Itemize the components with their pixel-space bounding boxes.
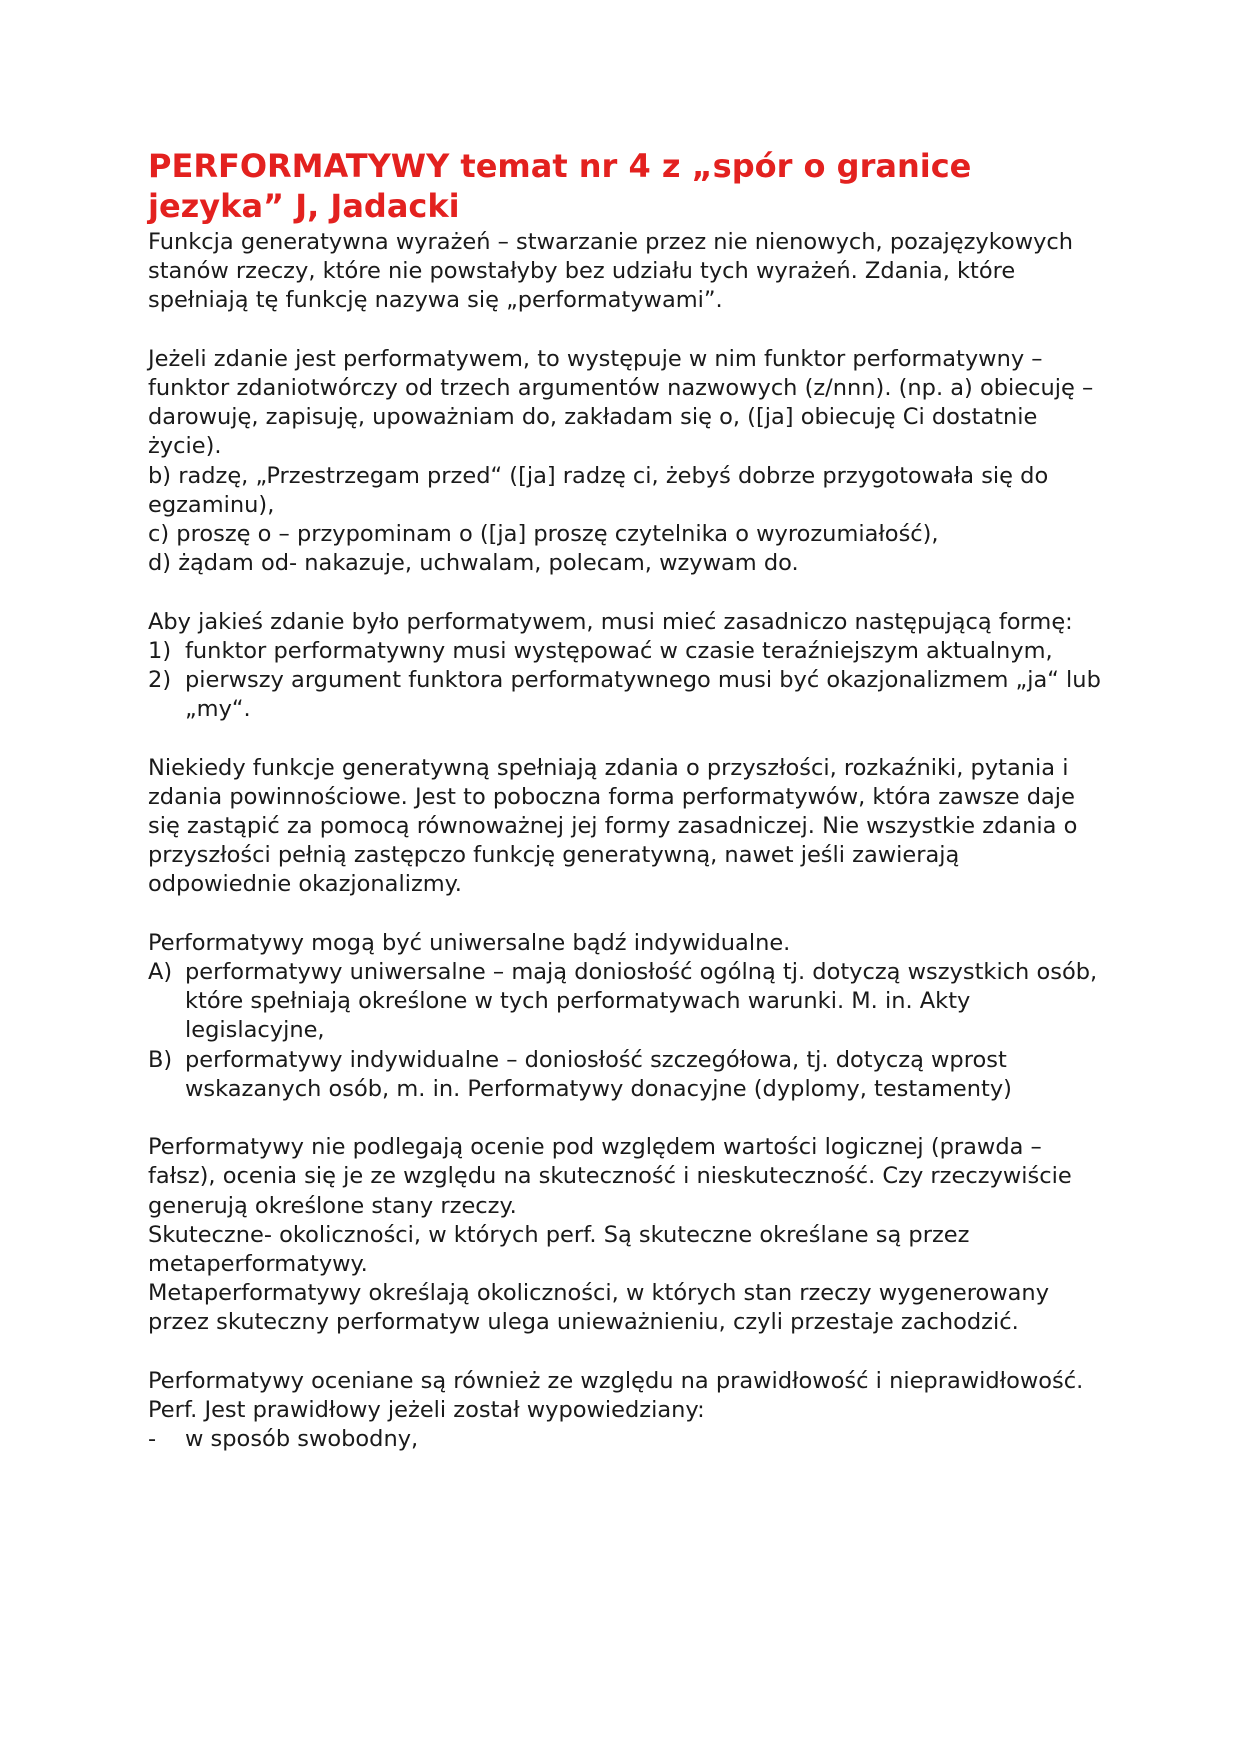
types-section	[148, 929, 1108, 1104]
list-item-text: performatywy uniwersalne – mają doniosłość ogólną tj. dotyczą wszystkich osób, które spełniają określone w tych performatywach warunki. M. in. Akty legislacyjne,	[185, 959, 1098, 1044]
list-marker: -	[148, 1426, 157, 1453]
evaluation-line: Skuteczne- okoliczności, w których perf. Są skuteczne określane są przez metaperformatywy.	[148, 1221, 970, 1278]
correctness-line: Performatywy oceniane są również ze względu na prawidłowość i nieprawidłowość.	[148, 1367, 1084, 1394]
list-item-text: funktor performatywny musi występować w czasie teraźniejszym aktualnym,	[185, 637, 1053, 664]
list-item	[148, 1046, 1108, 1104]
document-title: PERFORMATYWY temat nr 4 z „spór o granice jezyka” J, Jadacki	[148, 147, 972, 225]
list-item	[148, 958, 1108, 1046]
intro-paragraph: Funkcja generatywna wyrażeń – stwarzanie przez nie nienowych, pozajęzykowych stanów rzeczy, które nie powstałyby bez udziału tych wyrażeń. Zdania, które spełniają tę funkcję nazywa się „performatywami”.	[148, 229, 1074, 314]
list-marker: A)	[148, 959, 173, 986]
list-item	[148, 666, 1108, 724]
form-section	[148, 608, 1108, 725]
functor-line: b) radzę, „Przestrzegam przed“ ([ja] radzę ci, żebyś dobrze przygotowała się do egzaminu),	[148, 462, 1049, 518]
list-item-text: pierwszy argument funktora performatywnego musi być okazjonalizmem „ja“ lub „my“.	[185, 667, 1101, 723]
paragraph-gap	[148, 900, 1108, 929]
correctness-section	[148, 1367, 1108, 1455]
paragraph-gap	[148, 724, 1108, 753]
correctness-line: Perf. Jest prawidłowy jeżeli został wypowiedziany:	[148, 1397, 705, 1424]
functor-line: c) proszę o – przypominam o ([ja] proszę czytelnika o wyrozumiałość),	[148, 521, 939, 548]
paragraph-gap	[148, 578, 1108, 607]
form-lead: Aby jakieś zdanie było performatywem, musi mieć zasadniczo następującą formę:	[148, 608, 1073, 635]
list-item-text: performatywy indywidualne – doniosłość szczegółowa, tj. dotyczą wprost wskazanych osób, m. in. Performatywy donacyjne (dyplomy, testamenty)	[185, 1046, 1012, 1102]
paragraph-gap	[148, 1104, 1108, 1133]
list-marker: 2)	[148, 667, 172, 694]
list-marker: 1)	[148, 637, 172, 664]
document-page	[148, 146, 1108, 1454]
list-item	[148, 1425, 1108, 1454]
generative-paragraph: Niekiedy funkcje generatywną spełniają zdania o przyszłości, rozkaźniki, pytania i zdania powinnościowe. Jest to poboczna forma performatywów, która zawsze daje się zastąpić za pomocą równoważnej jej formy zasadniczej. Nie wszystkie zdania o przyszłości pełnią zastępczo funkcję generatywną, nawet jeśli zawierają odpowiednie okazjonalizmy.	[148, 754, 1078, 898]
types-lead: Performatywy mogą być uniwersalne bądź indywidualne.	[148, 929, 791, 956]
list-marker: B)	[148, 1046, 173, 1073]
paragraph-gap	[148, 1338, 1108, 1367]
evaluation-paragraph	[148, 1133, 1108, 1337]
list-item-text: w sposób swobodny,	[185, 1426, 419, 1453]
functor-line: d) żądam od- nakazuje, uchwalam, polecam, wzywam do.	[148, 550, 799, 577]
evaluation-line: Performatywy nie podlegają ocenie pod względem wartości logicznej (prawda – fałsz), ocenia się je ze względu na skuteczność i nieskuteczność. Czy rzeczywiście generują określone stany rzeczy.	[148, 1134, 1072, 1219]
evaluation-line: Metaperformatywy określają okoliczności, w których stan rzeczy wygenerowany przez skuteczny performatyw ulega unieważnieniu, czyli przestaje zachodzić.	[148, 1280, 1050, 1336]
list-item	[148, 637, 1108, 666]
functor-line: Jeżeli zdanie jest performatywem, to występuje w nim funktor performatywny – funktor zdaniotwórczy od trzech argumentów nazwowych (z/nnn). (np. a) obiecuję – darowuję, zapisuję, upoważniam do, zakładam się o, ([ja] obiecuję Ci dostatnie życie).	[148, 345, 1094, 460]
functor-paragraph	[148, 345, 1108, 579]
paragraph-gap	[148, 316, 1108, 345]
